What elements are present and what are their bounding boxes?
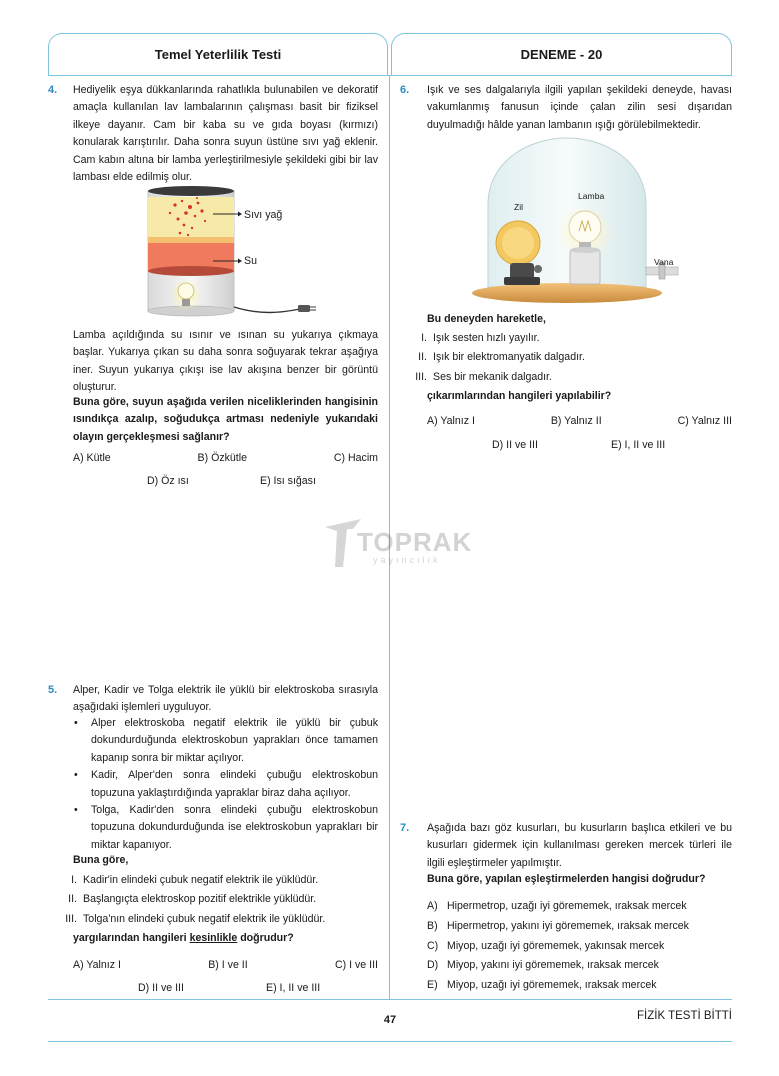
question-number: 5. — [48, 684, 58, 696]
label-water: Su — [244, 255, 257, 267]
option-c[interactable]: C) I ve III — [335, 959, 378, 971]
label-valve: Vana — [654, 257, 674, 267]
roman-numeral: III. — [65, 912, 77, 925]
header-rule — [48, 75, 732, 76]
header-left-tab — [48, 33, 388, 75]
option-a[interactable]: A) Yalnız I — [73, 959, 121, 971]
q5-bullets — [73, 715, 378, 854]
test-title: Temel Yeterlilik Testi — [154, 47, 282, 62]
q7-question: Buna göre, yapılan eşleştirmelerden hangisi doğrudur? — [427, 873, 706, 885]
bulb-icon — [178, 283, 194, 299]
option-e[interactable]: E) Miyop, uzağı iyi görememek, ıraksak mercek — [427, 979, 657, 992]
roman-numeral: III. — [415, 370, 427, 383]
page-number: 47 — [383, 1014, 397, 1026]
list-item: • Kadir, Alper'den sonra elindeki çubuğu elektroskobun topuzuna yaklaştırdığında yapraklar biraz daha açılıyor. — [73, 767, 378, 802]
power-cord — [234, 307, 300, 313]
jar-base — [472, 283, 662, 303]
option-e[interactable]: E) I, II ve III — [611, 439, 666, 451]
lamp-stand — [570, 250, 600, 284]
option-b[interactable]: B) Özkütle — [197, 452, 247, 464]
option-d[interactable]: D) Öz ısı — [147, 475, 189, 487]
header-right-tab — [391, 33, 732, 75]
option-e[interactable]: E) I, II ve III — [266, 982, 321, 994]
q5-lead: Buna göre, — [73, 854, 129, 866]
q4-options-row1 — [73, 452, 378, 464]
statement-text: Başlangıçta elektroskop pozitif elektrikle yüklüdür. — [83, 893, 317, 906]
q6-options-row1 — [427, 415, 732, 427]
statement-text: Işık sesten hızlı yayılır. — [433, 332, 540, 344]
label-bell: Zil — [514, 202, 524, 212]
q7-intro: Aşağıda bazı göz kusurları, bu kusurların başlıca etkileri ve bu kusurları gidermek için kullanılması gereken mercek türleri ile ilgili eşleştirmeler yapılmıştır. — [427, 822, 732, 869]
bell-jar-figure — [470, 135, 690, 310]
end-of-test-label: FİZİK TESTİ BİTTİ — [637, 1010, 732, 1022]
question-number: 7. — [400, 822, 410, 834]
q5-intro: Alper, Kadir ve Tolga elektrik ile yüklü bir elektroskoba sırasıyla aşağıdaki işlemleri uyguluyor. — [73, 684, 378, 714]
watermark-brand: TOPRAK — [357, 527, 473, 557]
option-e[interactable]: E) Isı sığası — [260, 475, 316, 487]
publisher-watermark — [323, 513, 473, 573]
oil-layer — [148, 197, 234, 237]
roman-numeral: I. — [71, 874, 77, 886]
statement-text: Ses bir mekanik dalgadır. — [433, 370, 552, 383]
statement-text: Işık bir elektromanyatik dalgadır. — [433, 351, 585, 364]
emphasis-word: kesinlikle — [189, 932, 238, 944]
q7-options — [427, 897, 732, 996]
list-item: • Tolga, Kadir'den sonra elindeki çubuğu elektroskobun topuzuna dokundurduğunda ise elektroskobun yaprakları bir miktar kapanıyor. — [73, 802, 378, 854]
q5-statements — [53, 872, 378, 928]
option-d[interactable]: D) II ve III — [492, 439, 538, 451]
option-a[interactable]: A) Kütle — [73, 452, 111, 464]
option-c[interactable]: C) Yalnız III — [677, 415, 732, 427]
label-oil: Sıvı yağ — [244, 209, 283, 221]
roman-numeral: II. — [68, 893, 77, 906]
lamp-bulb-icon — [569, 211, 601, 243]
q5-question: yargılarından hangileri kesinlikle doğrudur? — [73, 932, 294, 944]
q5-options-row1 — [73, 959, 378, 971]
q6-question: çıkarımlarından hangileri yapılabilir? — [427, 390, 612, 402]
option-d[interactable]: D) II ve III — [138, 982, 184, 994]
roman-numeral: I. — [421, 332, 427, 344]
q4-intro: Hediyelik eşya dükkanlarında rahatlıkla bulunabilen ve dekoratif amaçla kullanılan lav lambalarının çalışması basit bir fiziksel ilkeye dayanır. Cam bir kaba su ve gıda boyası (kırmızı) konularak karıştırılır. Daha sonra suyun üstüne sıvı yağ eklenir. Cam kabın altına bir lamba yerleştirilmesiyle şekildeki gibi bir lav lambası elde edilmiş olur. — [73, 84, 378, 184]
option-a[interactable]: A) Hipermetrop, uzağı iyi görememek, ıraksak mercek — [427, 900, 687, 912]
q4-body: Lamba açıldığında su ısınır ve ısınan su yukarıya çıkmaya başlar. Yukarıya çıkan su daha sonra soğuyarak tekrar aşağıya iner. Suyun yukarıya çıkışı ise lav akışına benzer bir görüntü oluşturur. — [73, 329, 378, 394]
roman-numeral: II. — [418, 351, 427, 364]
q6-lead: Bu deneyden hareketle, — [427, 313, 546, 325]
question-number: 4. — [48, 84, 58, 96]
option-b[interactable]: B) Yalnız II — [550, 415, 602, 427]
footer-rule-top — [48, 999, 732, 1000]
label-lamp: Lamba — [578, 191, 605, 201]
option-c[interactable]: C) Miyop, uzağı iyi görememek, yakınsak mercek — [427, 939, 665, 952]
q6-statements — [403, 330, 733, 386]
statement-text: Kadir'in elindeki çubuk negatif elektrik ile yüklüdür. — [83, 874, 319, 886]
exam-title: DENEME - 20 — [520, 47, 603, 62]
footer-rule-bottom — [48, 1041, 732, 1042]
list-item: • Alper elektroskoba negatif elektrik ile yüklü bir çubuk dokundurduğunda elektroskobun yaprakları önce tamamen kapanıp sonra bir miktar açılıyor. — [73, 715, 378, 767]
option-b[interactable]: B) I ve II — [208, 959, 248, 971]
watermark-sub: yayıncılık — [373, 555, 441, 565]
option-c[interactable]: C) Hacim — [333, 452, 378, 464]
q6-intro: Işık ve ses dalgalarıyla ilgili yapılan şekildeki deneyde, havası vakumlanmış fanusun içinde çalan zilin sesi dışarıdan duyulmadığı hâlde yanan lambanın ışığı görülebilmektedir. — [427, 84, 732, 131]
option-d[interactable]: D) Miyop, yakını iyi görememek, ıraksak mercek — [427, 959, 659, 972]
option-a[interactable]: A) Yalnız I — [427, 415, 475, 427]
option-b[interactable]: B) Hipermetrop, yakını iyi görememek, ıraksak mercek — [427, 919, 689, 932]
statement-text: Tolga'nın elindeki çubuk negatif elektrik ile yüklüdür. — [83, 912, 326, 925]
q4-question: Buna göre, suyun aşağıda verilen niceliklerinden hangisinin ısındıkça azalıp, soğudukça artması nedeniyle yukarıdaki olayın gerçekleşmesi sağlanır? — [73, 396, 378, 443]
question-number: 6. — [400, 84, 410, 96]
lava-lamp-figure — [140, 183, 340, 323]
